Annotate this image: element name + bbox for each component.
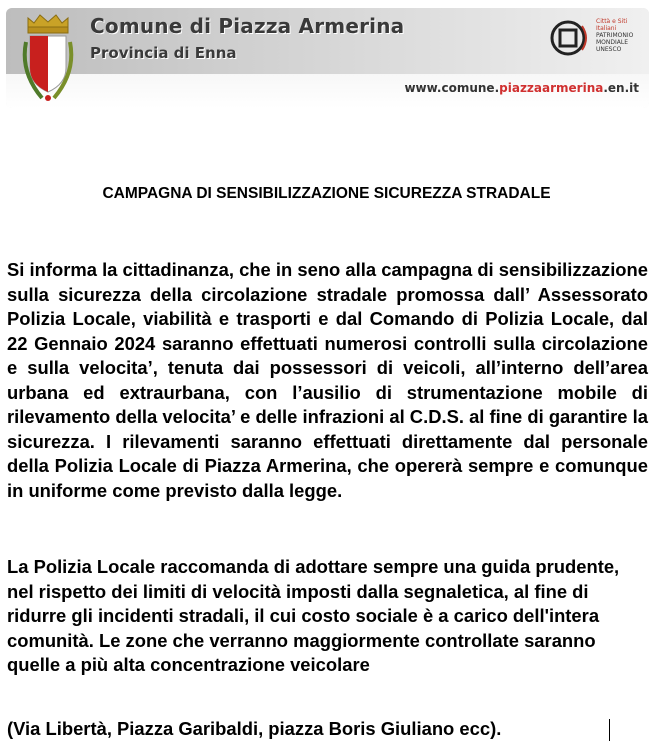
- province-subtitle: Provincia di Enna: [90, 44, 237, 62]
- document-heading: CAMPAGNA DI SENSIBILIZZAZIONE SICUREZZA STRADALE: [102, 185, 551, 202]
- unesco-caption: Città e Siti Italiani PATRIMONIO MONDIALE UNESCO: [596, 18, 634, 53]
- paragraph-announcement: Si informa la cittadinanza, che in seno alla campagna di sensibilizzazione sulla sicurezza della circolazione stradale promossa dall’ Assessorato Polizia Locale, viabilità e trasporti e dal Comando di Polizia Locale, dal 22 Gennaio 2024 saranno effettuati numerosi controlli sulla circolazione e sulla velocita’, tenuta dai possessori di veicoli, all’interno dell’area urbana ed extraurbana, con l’ausilio di strumentazione mobile di rilevamento della velocita’ e delle infrazioni al C.D.S. al fine di garantire la sicurezza. I rilevamenti saranno effettuati direttamente dal personale della Polizia Locale di Piazza Armerina, che opererà sempre e comunque in uniforme come previsto dalla legge.: [7, 259, 648, 501]
- text-cursor: [609, 719, 610, 741]
- website-link[interactable]: www.comune.piazzaarmerina.en.it: [404, 81, 639, 95]
- municipality-title: Comune di Piazza Armerina: [90, 14, 405, 38]
- municipal-crest-icon: [20, 12, 76, 104]
- paragraph-zones: (Via Libertà, Piazza Garibaldi, piazza Boris Giuliano ecc).: [7, 718, 502, 739]
- header-banner: [6, 8, 649, 108]
- paragraph-recommendation: La Polizia Locale raccomanda di adottare sempre una guida prudente, nel rispetto dei limiti di velocità imposti dalla segnaletica, al fine di ridurre gli incidenti stradali, il cui costo sociale è a carico dell'intera comunità. Le zone che verranno maggiormente controllate saranno quelle a più alta concentrazione veicolare: [7, 556, 620, 675]
